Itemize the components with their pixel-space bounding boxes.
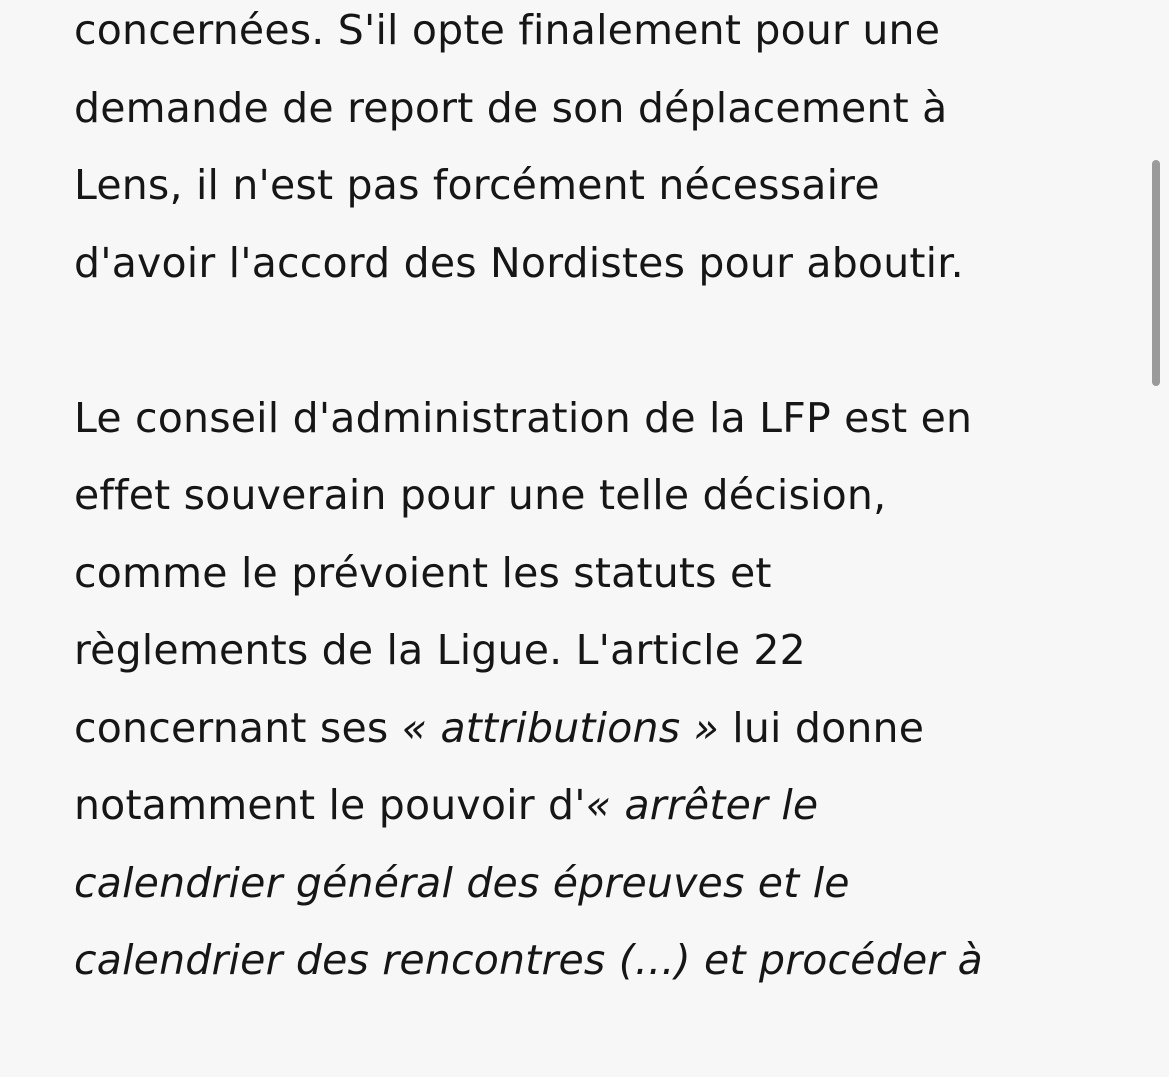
paragraph-lfp-council (74, 380, 1114, 1000)
paragraph-report-request: concernées. S'il opte finalement pour une demande de report de son déplacement à Lens, il n'est pas forcément nécessaire d'avoir l'accord des Nordistes pour aboutir. (74, 6, 964, 287)
vertical-scrollbar[interactable] (1152, 160, 1160, 386)
quote-attributions: « attributions » (401, 703, 720, 752)
paragraph-text-intro: Le conseil d'administration de la LFP est en effet souverain pour une telle décision, comme le prévoient les statuts et règlements de la Ligue. L'article 22 concernant ses (74, 393, 973, 752)
paragraph-text-middle: lui donne notamment le pouvoir d' (74, 703, 925, 829)
article-body (74, 0, 1114, 1077)
quote-calendar: « arrêter le calendrier général des épreuves et le calendrier des rencontres (...) et procéder à (74, 781, 983, 984)
